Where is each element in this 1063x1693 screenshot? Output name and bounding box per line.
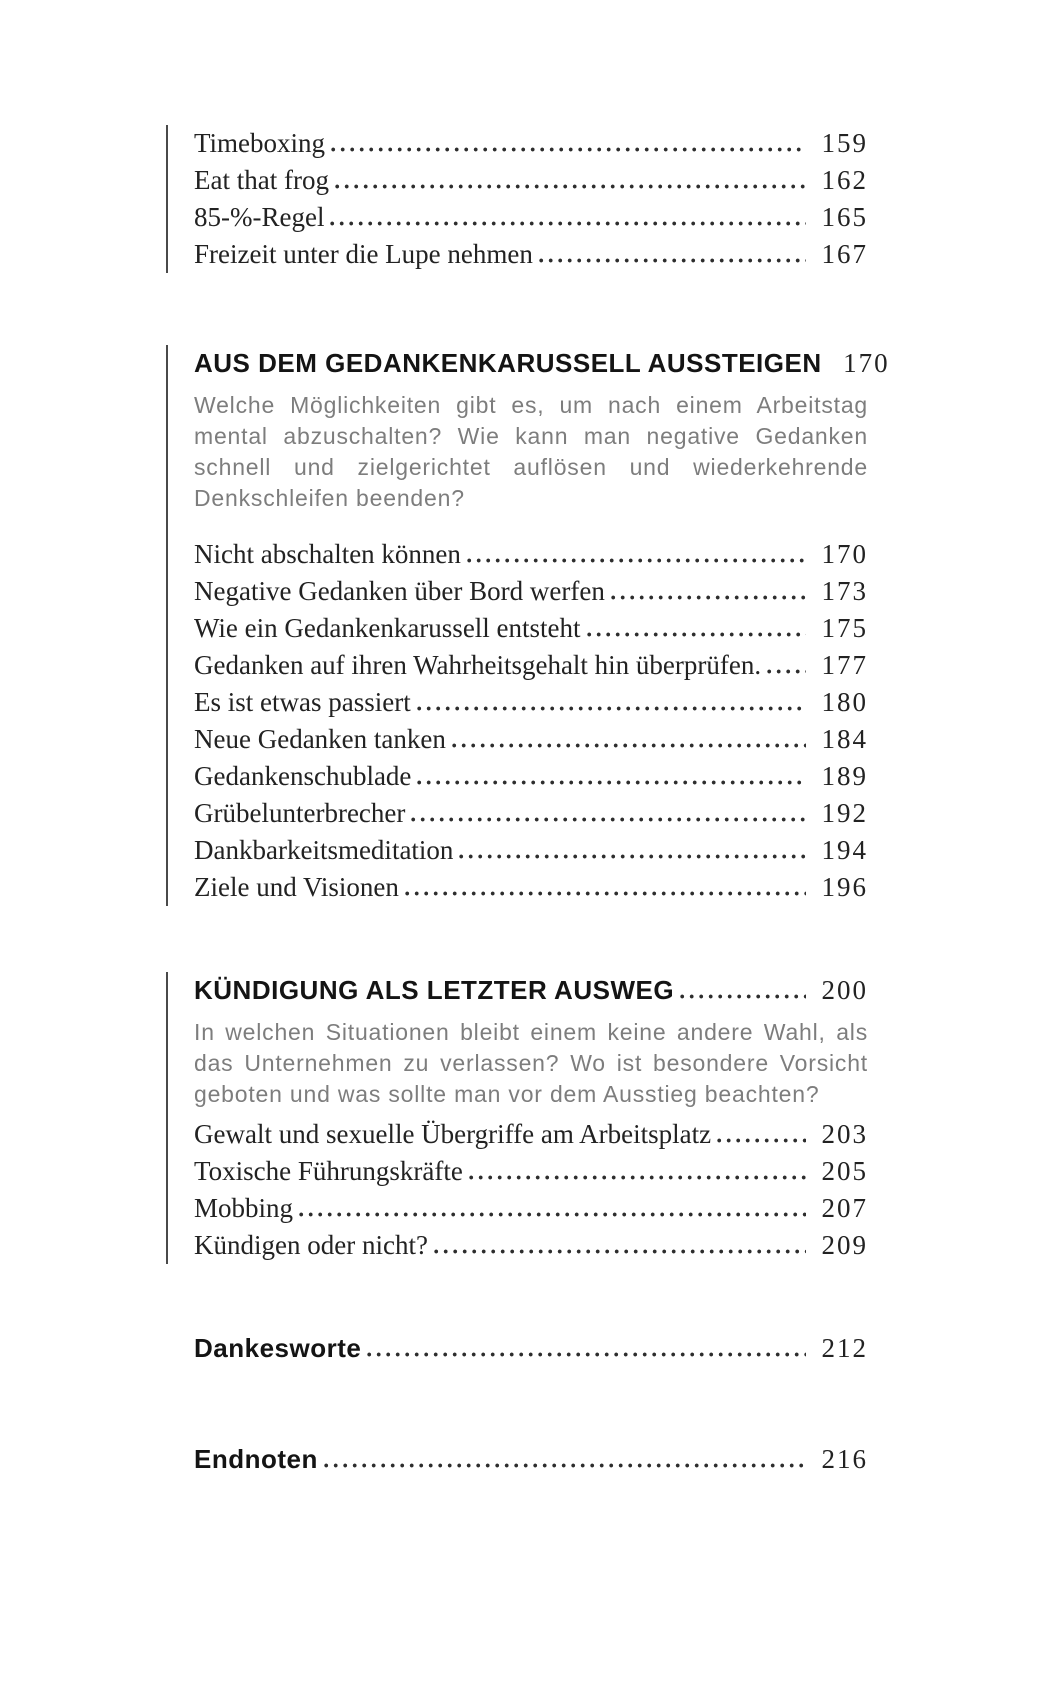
toc-entry [194,610,868,647]
dotted-leader [330,221,806,226]
toc-entry [194,647,868,684]
dotted-leader [469,1175,806,1180]
dotted-leader [324,1463,806,1468]
toc-backmatter-endnoten [166,1441,868,1478]
toc-entry-label: Gewalt und sexuelle Übergriffe am Arbeitsplatz [194,1119,712,1149]
toc-entry-label: Grübelunterbrecher [194,798,406,828]
chapter-heading-row [194,345,890,382]
toc-backmatter-dankesworte [166,1330,868,1367]
dotted-leader [452,743,806,748]
toc-entry [194,869,868,906]
toc-entry-page: 177 [821,650,868,680]
chapter-title: KÜNDIGUNG ALS LETZTER AUSWEG [194,975,675,1005]
toc-entry-label: Es ist etwas passiert [194,687,411,717]
toc-entry-page: 196 [821,872,868,902]
toc-entry [194,199,868,236]
toc-entry-page: 159 [821,128,868,158]
toc-entry-label: Negative Gedanken über Bord werfen [194,576,605,606]
toc-entry [194,684,868,721]
toc-entry-label: Eat that frog [194,165,329,195]
chapter-page: 200 [821,975,868,1005]
chapter-entries [194,536,868,906]
toc-entry [194,1441,868,1478]
backmatter-title: Endnoten [194,1444,318,1474]
toc-entry-label: Timeboxing [194,128,326,158]
toc-section-kuendigung [166,972,868,1264]
chapter-title: AUS DEM GEDANKENKARUSSELL AUSSTEIGEN [194,348,822,378]
dotted-leader [587,632,806,637]
dotted-leader [717,1138,806,1143]
chapter-entries [194,1116,868,1264]
dotted-leader [467,558,806,563]
backmatter-title: Dankesworte [194,1333,362,1363]
dotted-leader [367,1352,806,1357]
toc-entry-page: 203 [821,1119,868,1149]
dotted-leader [411,817,806,822]
toc-entry [194,795,868,832]
chapter-page: 170 [843,348,890,378]
toc-entry [194,536,868,573]
toc-entry-page: 167 [821,239,868,269]
toc-entry-page: 207 [821,1193,868,1223]
toc-entry-label: Ziele und Visionen [194,872,399,902]
toc-entry-page: 165 [821,202,868,232]
toc-entry [194,125,868,162]
toc-entry-page: 162 [821,165,868,195]
toc-entry [194,1153,868,1190]
toc-entry-page: 212 [821,1333,868,1363]
toc-entry [194,573,868,610]
toc-entry [194,758,868,795]
toc-entry-page: 192 [821,798,868,828]
dotted-leader [417,780,806,785]
toc-entry [194,162,868,199]
toc-entry-label: Dankbarkeitsmeditation [194,835,454,865]
toc-entry-label: Freizeit unter die Lupe nehmen [194,239,533,269]
toc-entry-label: Kündigen oder nicht? [194,1230,428,1260]
toc-entry-page: 209 [821,1230,868,1260]
toc-entry [194,1330,868,1367]
toc-entry-page: 173 [821,576,868,606]
toc-entry-label: Nicht abschalten können [194,539,461,569]
toc-entry-page: 175 [821,613,868,643]
toc-entry [194,236,868,273]
chapter-heading-row [194,972,868,1009]
toc-entry-label: Neue Gedanken tanken [194,724,446,754]
dotted-leader [335,184,806,189]
toc-entry-label: Wie ein Gedankenkarussell entsteht [194,613,581,643]
toc-entry-page: 194 [821,835,868,865]
toc-entry-page: 205 [821,1156,868,1186]
toc-entry-label: Mobbing [194,1193,294,1223]
dotted-leader [680,994,806,999]
toc-entry [194,1227,868,1264]
toc-entry-page: 184 [821,724,868,754]
toc-entry-page: 170 [821,539,868,569]
toc-entry [194,1116,868,1153]
dotted-leader [539,258,806,263]
dotted-leader [417,706,806,711]
chapter-subtitle: Welche Möglichkeiten gibt es, um nach einem Arbeitstag mental abzuschalten? Wie kann man negative Gedanken schnell und zielgerichtet auflösen und wiederkehrende Denkschleifen beenden? [194,392,868,511]
toc-entry-page: 189 [821,761,868,791]
chapter-subtitle: In welchen Situationen bleibt einem keine andere Wahl, als das Unternehmen zu verlassen? Wo ist besondere Vorsicht geboten und was sollte man vor dem Ausstieg beachten? [194,1019,868,1107]
toc-entry-label: Toxische Führungskräfte [194,1156,463,1186]
toc-entry-label: Gedanken auf ihren Wahrheitsgehalt hin überprüfen. [194,650,762,680]
dotted-leader [405,891,806,896]
toc-entry [194,721,868,758]
toc-entry-page: 216 [821,1444,868,1474]
dotted-leader [459,854,806,859]
toc-entry [194,832,868,869]
dotted-leader [434,1249,806,1254]
dotted-leader [611,595,806,600]
toc-entry-label: Gedankenschublade [194,761,412,791]
toc-section-previous-chapter [166,125,868,273]
toc-section-gedankenkarussell [166,345,890,906]
toc-entry [194,1190,868,1227]
dotted-leader [299,1212,806,1217]
dotted-leader [331,147,806,152]
dotted-leader [767,669,806,674]
toc-entry-page: 180 [821,687,868,717]
toc-entry-label: 85-%-Regel [194,202,325,232]
